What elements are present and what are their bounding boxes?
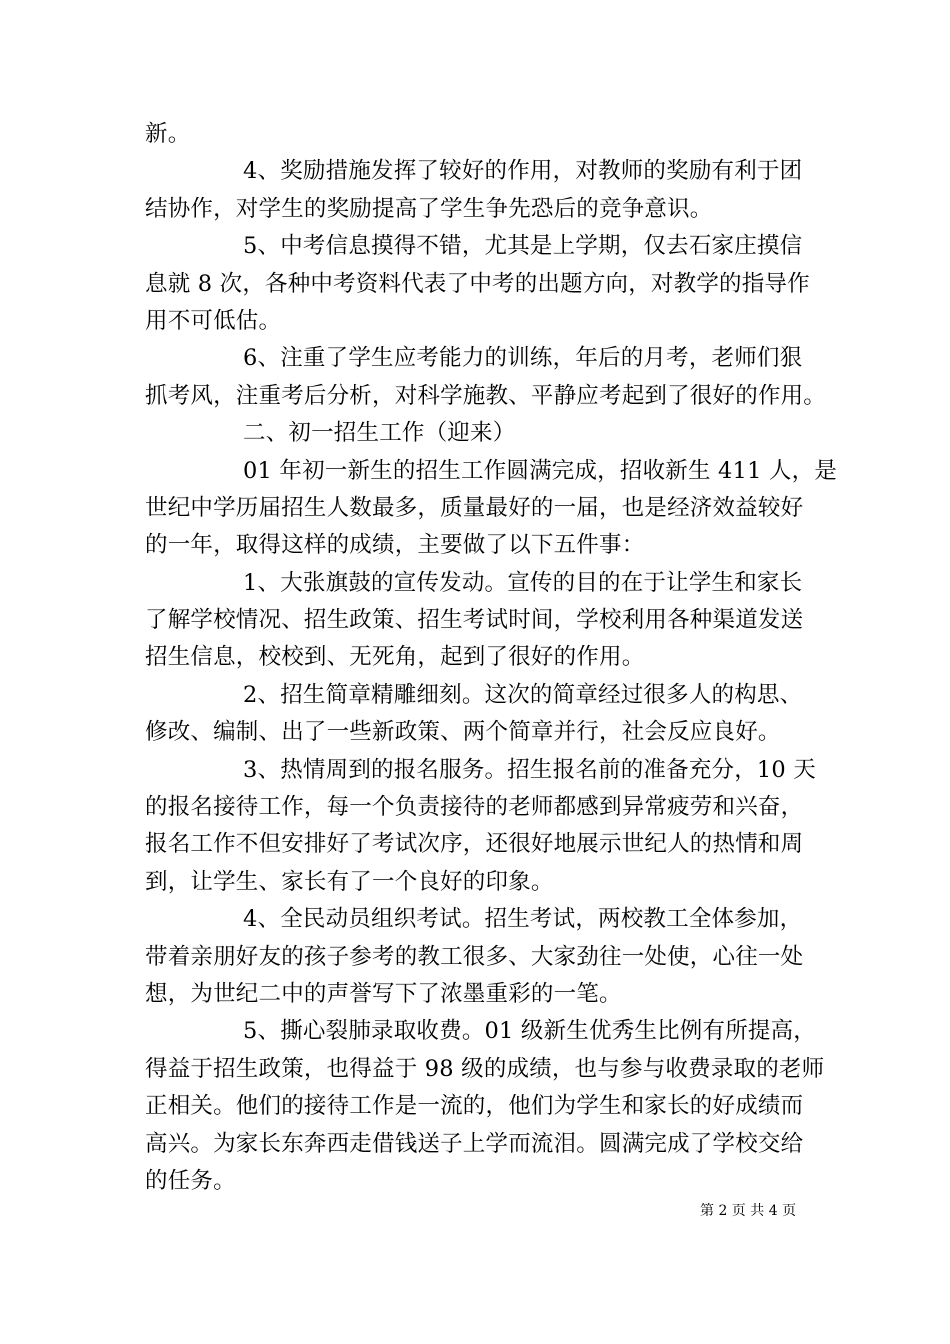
text-line: 息就 8 次，各种中考资料代表了中考的出题方向，对教学的指导作 xyxy=(145,270,810,297)
text-line: 修改、编制、出了一些新政策、两个简章并行，社会反应良好。 xyxy=(145,719,781,746)
text-line: 4、奖励措施发挥了较好的作用，对教师的奖励有利于团 xyxy=(243,158,803,185)
text-line: 的报名接待工作，每一个负责接待的老师都感到异常疲劳和兴奋， xyxy=(145,794,804,821)
text-line: 1、大张旗鼓的宣传发动。宣传的目的在于让学生和家长 xyxy=(243,569,803,596)
text-line: 得益于招生政策，也得益于 98 级的成绩，也与参与收费录取的老师 xyxy=(145,1055,825,1082)
text-line: 的任务。 xyxy=(145,1167,236,1194)
text-line: 用不可低估。 xyxy=(145,307,282,334)
text-line: 抓考风，注重考后分析，对科学施教、平静应考起到了很好的作用。 xyxy=(145,382,827,409)
text-line: 3、热情周到的报名服务。招生报名前的准备充分，10 天 xyxy=(243,756,816,783)
text-line: 01 年初一新生的招生工作圆满完成，招收新生 411 人，是 xyxy=(243,457,838,484)
text-line: 6、注重了学生应考能力的训练，年后的月考，老师们狠 xyxy=(243,345,803,372)
text-line: 4、全民动员组织考试。招生考试，两校教工全体参加， xyxy=(243,906,803,933)
text-line: 了解学校情况、招生政策、招生考试时间，学校利用各种渠道发送 xyxy=(145,607,804,634)
text-line: 高兴。为家长东奔西走借钱送子上学而流泪。圆满完成了学校交给 xyxy=(145,1130,804,1157)
text-line: 想，为世纪二中的声誉写下了浓墨重彩的一笔。 xyxy=(145,980,622,1007)
text-line: 新。 xyxy=(145,121,191,147)
text-line: 2、招生简章精雕细刻。这次的简章经过很多人的构思、 xyxy=(243,681,803,708)
text-line: 5、撕心裂肺录取收费。01 级新生优秀生比例有所提高， xyxy=(243,1018,816,1045)
text-line: 世纪中学历届招生人数最多，质量最好的一届，也是经济效益较好 xyxy=(145,494,804,521)
text-line: 二、初一招生工作（迎来） xyxy=(243,420,516,447)
text-line: 招生信息，校校到、无死角，起到了很好的作用。 xyxy=(145,644,645,671)
text-line: 到，让学生、家长有了一个良好的印象。 xyxy=(145,868,554,895)
text-line: 5、中考信息摸得不错，尤其是上学期，仅去石家庄摸信 xyxy=(243,233,803,260)
text-line: 结协作，对学生的奖励提高了学生争先恐后的竞争意识。 xyxy=(145,195,713,222)
page-footer: 第 2 页 共 4 页 xyxy=(700,1203,797,1219)
text-line: 报名工作不但安排好了考试次序，还很好地展示世纪人的热情和周 xyxy=(145,831,804,858)
text-line: 的一年，取得这样的成绩，主要做了以下五件事： xyxy=(145,532,645,559)
text-line: 带着亲朋好友的孩子参考的教工很多、大家劲往一处使，心往一处 xyxy=(145,943,804,970)
text-line: 正相关。他们的接待工作是一流的，他们为学生和家长的好成绩而 xyxy=(145,1093,804,1120)
document-body xyxy=(145,116,838,1200)
